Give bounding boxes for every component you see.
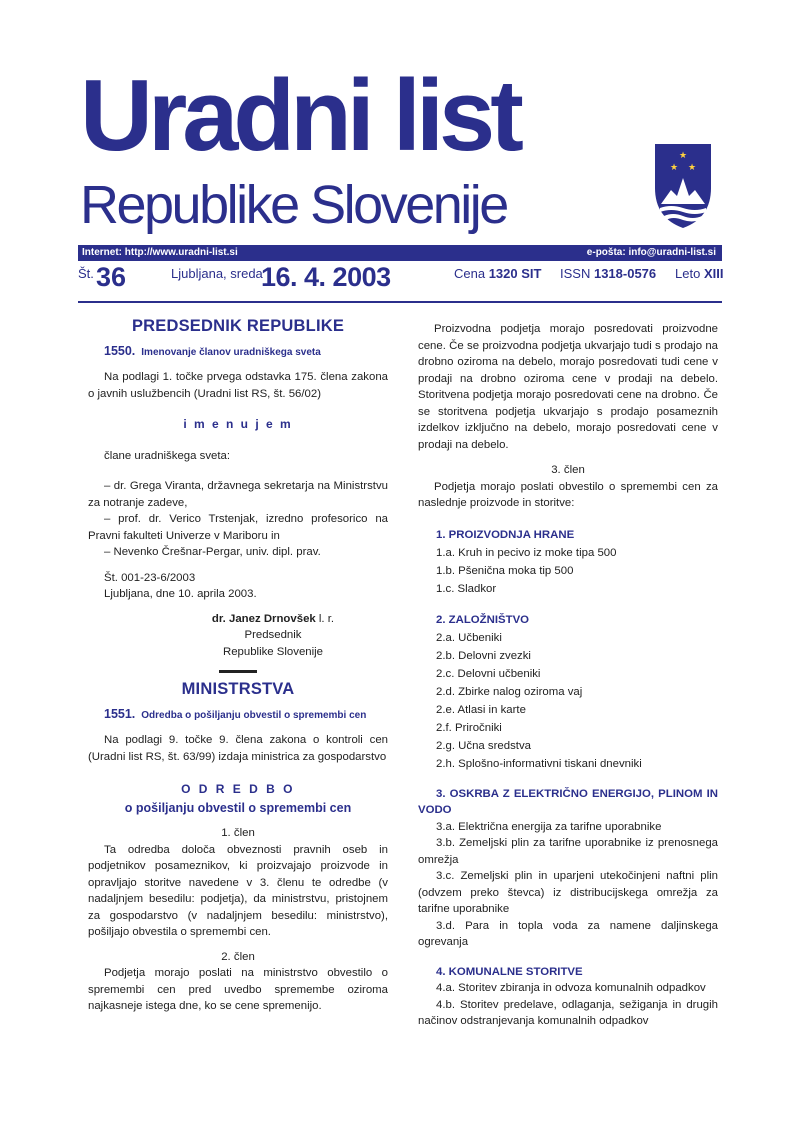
group-2 [418,611,718,773]
group-heading: 2. ZALOŽNIŠTVO [436,613,530,626]
contact-bar [78,245,722,261]
issn-value: 1318-0576 [593,266,657,281]
clen-1-text: Ta odredba določa obveznosti pravnih oseb in podjetnikov posameznikov, ki proizvajajo proizvode in opravljajo storitve navedene v 3. členu te odredbe (v nadaljnjem besedilu: podjetja), da ministrstvu, pristojnem za gospodarstvo (v nadaljnjem besedilu: ministrstvo), pošiljajo obvestila o spremembi cen. [88,843,388,938]
signer-role: Predsednik [244,629,302,641]
clen-3-heading: 3. člen [551,464,585,476]
svg-text:★: ★ [669,163,679,173]
list-item: 3.b. Zemeljski plin za tarifne uporabnike iz prenosnega omrežja [418,837,718,866]
section-heading-ministries: MINISTRSTVA [181,680,295,698]
reference-number: Št. 001-23-6/2003 [104,571,196,584]
issue-prefix: Št. [78,266,94,281]
odredbo-subtitle: o pošiljanju obvestil o spremembi cen [124,800,352,815]
right-column [418,318,718,1030]
svg-text:★: ★ [678,151,688,161]
coat-of-arms-icon [651,142,715,230]
price-value: 1320 SIT [488,266,542,281]
item-1551-intro: Na podlagi 9. točke 9. člena zakona o kontroli cen (Uradni list RS, št. 63/99) izdaja ministrica za gospodarstvo [88,734,388,763]
item-title: Odredba o pošiljanju obvestil o spremembi cen [141,709,367,721]
group-1 [418,526,718,598]
clen-2-continued: Proizvodna podjetja morajo posredovati proizvodne cene. Če se proizvodna podjetja ukvarjajo tudi s prodajo na drobno oziroma na debelo, morajo posredovati tudi cene v prodaji na drobno oziroma cene v prodaji na debelo. Storitvena podjetja morajo posredovati cene na drobno. Če se storitvena podjetja ukvarjajo s prodajo posameznih izdelkov izključno na debelo, morajo posredovati cene v prodaji na debelo. [418,323,718,451]
item-1550-heading [88,343,388,362]
list-item: 2.a. Učbeniki [436,631,502,644]
list-item: 2.h. Splošno-informativni tiskani dnevniki [436,757,642,770]
members-intro: člane uradniškega sveta: [104,449,231,462]
signer-lr: l. r. [315,612,335,625]
group-heading: 4. KOMUNALNE STORITVE [436,965,583,978]
member-1: – dr. Grega Viranta, državnega sekretarja na Ministrstvu za notranje zadeve, [88,480,388,509]
clen-3-text: Podjetja morajo poslati obvestilo o spremembi cen za naslednje proizvode in storitve: [418,480,718,509]
reference-date: Ljubljana, dne 10. aprila 2003. [104,588,257,600]
list-item: 2.f. Priročniki [436,721,502,734]
list-item: 3.d. Para in topla voda za namene daljinskega ogrevanja [418,919,718,948]
list-item: 1.a. Kruh in pecivo iz moke tipa 500 [436,546,617,559]
masthead-subtitle: Republike Slovenije [80,175,507,235]
svg-text:★: ★ [687,163,697,173]
item-1550-intro: Na podlagi 1. točke prvega odstavka 175. člena zakona o javnih uslužbencih (Uradni list RS, št. 56/02) [88,371,388,400]
item-number: 1550. [104,343,136,358]
odredbo-heading: O D R E D B O [181,782,295,796]
group-heading: 1. PROIZVODNJA HRANE [436,528,575,541]
signer-name: dr. Janez Drnovšek [211,612,316,625]
list-item: 3.c. Zemeljski plin in uparjeni utekočinjeni naftni plin (odvzem preko števca) iz distribucijskega omrežja za tarifne uporabnike [418,870,718,915]
masthead-title: Uradni list [80,60,519,172]
group-3 [418,786,718,951]
list-item: 2.c. Delovni učbeniki [436,667,541,680]
list-item: 3.a. Električna energija za tarifne uporabnike [436,820,662,833]
year-value: XIII [703,266,724,281]
list-item: 1.c. Sladkor [436,582,497,595]
clen-2-text: Podjetja morajo poslati na ministrstvo obvestilo o spremembi cen pred uvedbo spremembe oziroma najkasneje istega dne, ko se cene spremenijo. [88,967,388,1012]
item-title: Imenovanje članov uradniškega sveta [141,346,321,358]
header-rule [78,301,722,303]
item-number: 1551. [104,706,136,721]
list-item: 2.e. Atlasi in karte [436,703,526,716]
issue-info [78,262,722,300]
imenujem-heading: i m e n u j e m [183,417,293,431]
year-label: Leto [675,266,701,281]
section-divider [219,670,257,673]
list-item: 2.g. Učna sredstva [436,739,531,752]
list-item: 2.b. Delovni zvezki [436,649,531,662]
issue-place-day: Ljubljana, sreda [171,266,263,281]
section-heading-president: PREDSEDNIK REPUBLIKE [131,317,345,335]
email-link[interactable]: e-pošta: info@uradni-list.si [586,247,716,258]
left-column [88,318,388,1015]
list-item: 4.a. Storitev zbiranja in odvoza komunalnih odpadkov [436,982,706,994]
issn-label: ISSN [560,266,591,281]
issue-number: 36 [96,262,127,292]
member-2: – prof. dr. Verico Trstenjak, izredno profesorico na Pravni fakulteti Univerze v Mariboru in [88,513,388,542]
group-heading: 3. OSKRBA Z ELEKTRIČNO ENERGIJO, PLINOM IN VODO [418,787,718,816]
item-1551-heading [88,706,388,725]
list-item: 2.d. Zbirke nalog oziroma vaj [436,685,583,698]
group-4 [418,964,718,1030]
signature-block [88,611,373,661]
member-3: – Nevenko Črešnar-Pergar, univ. dipl. prav. [104,546,321,558]
signer-org: Republike Slovenije [222,645,324,658]
clen-2-heading: 2. člen [221,950,255,963]
price-label: Cena [454,266,486,281]
list-item: 1.b. Pšenična moka tip 500 [436,564,574,577]
clen-1-heading: 1. člen [221,827,255,839]
issue-date: 16. 4. 2003 [261,262,391,292]
list-item: 4.b. Storitev predelave, odlaganja, sežiganja in drugih načinov odstranjevanja komunalnih odpadkov [418,998,718,1027]
internet-link[interactable]: Internet: http://www.uradni-list.si [82,247,238,258]
